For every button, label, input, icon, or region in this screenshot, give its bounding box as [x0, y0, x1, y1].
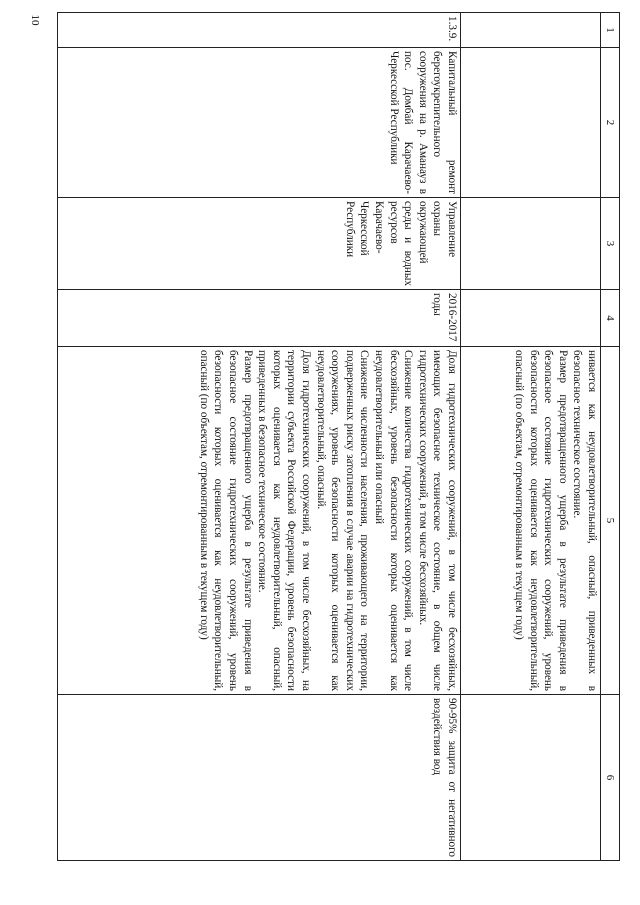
table-row: [58, 13, 461, 861]
cont-cell-indicators: [461, 347, 601, 695]
cont-indicator-text: нивается как неудовлетворительный, опасный, приведенных в безопасное техническое состояние.: [571, 350, 598, 691]
header-col-6: 6: [601, 695, 620, 861]
header-col-4: 4: [601, 290, 620, 347]
header-col-1: 1: [601, 13, 620, 48]
cont-cell-4: [461, 290, 601, 347]
cont-cell-2: [461, 48, 601, 198]
indicator-text: Снижение численности населения, проживающего на территории, подверженных риску затопления в случае аварии на гидротехнических сооружениях, уровень безопасности которых оценивается как неудовлетворительный, опасный.: [314, 350, 371, 691]
indicator-text: Доля гидротехнических сооружений, в том числе бесхозяйных, на территории субъекта Российской Федерации, уровень безопасности которых оценивается как неудовлетворительный, опасный, приведенных в безопасное техническое состояние.: [256, 350, 313, 691]
header-col-3: 3: [601, 198, 620, 290]
cont-cell-3: [461, 198, 601, 290]
period: 2016-2017 годы: [58, 290, 461, 347]
cont-cell-6: [461, 695, 601, 861]
continuation-row: [461, 13, 601, 861]
row-number: 1.3.9.: [58, 13, 461, 48]
page-number: 10: [29, 14, 41, 26]
rotated-table-container: [57, 12, 620, 860]
indicator-text: Снижение количества гидротехнических сооружений, в том числе бесхозяйных, уровень безопасности которых оценивается как неудовлетворительный или опасный: [373, 350, 415, 691]
expected-result: 90-95% защита от негативного воздействия вод: [58, 695, 461, 861]
header-col-5: 5: [601, 347, 620, 695]
cont-indicator-text: Размер предотвращенного ущерба в результате приведения в безопасное состояние гидротехнических сооружений, уровень безопасности которых оценивается как неудовлетворительный, опасный (по объектам, отремонтированным в текущем году): [513, 350, 569, 691]
indicator-text: Доля гидротехнических сооружений, в том числе бесхозяйных, имеющих безопасное техническое состояние, в общем числе гидротехнических сооружений, в том числе бесхозяйных.: [416, 350, 458, 691]
indicators-cell: [58, 347, 461, 695]
program-measures-table: [57, 12, 620, 861]
header-row: [601, 13, 620, 861]
header-col-2: 2: [601, 48, 620, 198]
cont-cell-1: [461, 13, 601, 48]
measure-name: Капитальный ремонт берегоукрепительного сооружения на р. Аманауз в пос. Домбай Карачаево-Черкесской Республики: [58, 48, 461, 198]
executor: Управление охраны окружающей среды и водных ресурсов Карачаево-Черкесской Республики: [58, 198, 461, 290]
indicator-text: Размер предотвращенного ущерба в результате приведения в безопасное состояние гидротехнических сооружений, уровень безопасности которых оценивается как неудовлетворительный, опасный (по объектам, отремонтированным в текущем году): [197, 350, 254, 691]
